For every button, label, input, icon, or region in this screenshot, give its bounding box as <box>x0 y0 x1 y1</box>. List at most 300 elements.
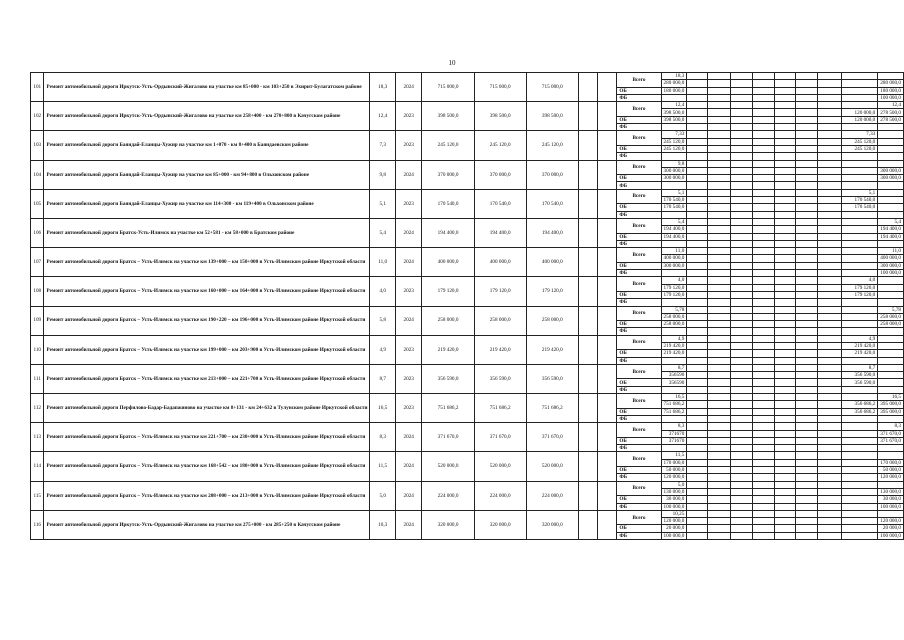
value-cell <box>817 350 841 357</box>
funding-source-label: ФБ <box>617 445 661 452</box>
value-cell <box>708 218 731 225</box>
value-cell <box>841 415 877 422</box>
value-cell <box>841 313 877 320</box>
value-cell <box>878 145 904 152</box>
value-cell <box>730 197 752 204</box>
value-cell <box>730 430 752 437</box>
value-cell: 120 000,0 <box>661 518 687 525</box>
value-cell <box>817 299 841 306</box>
value-cell <box>708 240 731 247</box>
row-number: 109 <box>31 306 44 335</box>
value-cell <box>775 481 796 488</box>
value-cell: 11,5 <box>661 452 687 459</box>
value-cell <box>661 153 687 160</box>
table-row <box>31 452 904 459</box>
object-name: Ремонт автомобильной дороги Братск – Усть-Илимск на участке км 208+000 – км 213+000 в Усть-Илимском районе Иркутской области <box>44 481 370 510</box>
value-cell <box>775 321 796 328</box>
value-cell <box>708 291 731 298</box>
value-cell <box>687 496 708 503</box>
empty-cell <box>578 335 597 364</box>
value-cell <box>796 532 818 539</box>
completion-year: 2024 <box>395 73 422 102</box>
total-funding: 245 120,0 <box>474 131 526 160</box>
funding-source-label: ФБ <box>617 532 661 539</box>
estimated-cost: 751 686,2 <box>422 394 474 423</box>
estimated-cost: 170 540,0 <box>422 189 474 218</box>
value-cell <box>878 182 904 189</box>
value-cell <box>687 386 708 393</box>
value-cell: 400 000,0 <box>661 255 687 262</box>
value-cell <box>753 452 775 459</box>
remaining-cost: 715 000,0 <box>526 73 578 102</box>
total-funding: 400 000,0 <box>474 248 526 277</box>
value-cell <box>796 189 818 196</box>
value-cell <box>730 503 752 510</box>
table-body <box>31 73 904 540</box>
value-cell <box>661 328 687 335</box>
value-cell: 8,3 <box>661 423 687 430</box>
funding-source-label: ФБ <box>617 357 661 364</box>
value-cell <box>708 379 731 386</box>
funding-source-label: ФБ <box>617 211 661 218</box>
value-cell <box>661 182 687 189</box>
value-cell <box>796 197 818 204</box>
value-cell <box>796 496 818 503</box>
value-cell <box>661 211 687 218</box>
value-cell <box>796 386 818 393</box>
value-cell <box>817 262 841 269</box>
value-cell <box>841 459 877 466</box>
value-cell <box>796 124 818 131</box>
value-cell <box>687 423 708 430</box>
value-cell <box>687 357 708 364</box>
funding-source-label: Всего <box>617 277 661 292</box>
funding-source-label: Всего <box>617 306 661 321</box>
table-row <box>31 510 904 517</box>
value-cell <box>878 350 904 357</box>
value-cell <box>730 211 752 218</box>
row-number: 115 <box>31 481 44 510</box>
value-cell <box>708 437 731 444</box>
empty-cell <box>578 423 597 452</box>
total-funding: 320 000,0 <box>474 510 526 539</box>
value-cell <box>841 218 877 225</box>
value-cell <box>753 73 775 80</box>
value-cell <box>775 364 796 371</box>
value-cell: 130 000,0 <box>878 488 904 495</box>
value-cell <box>878 131 904 138</box>
total-funding: 371 670,0 <box>474 423 526 452</box>
value-cell <box>775 116 796 123</box>
value-cell <box>753 233 775 240</box>
value-cell <box>775 386 796 393</box>
value-cell <box>753 160 775 167</box>
value-cell <box>708 277 731 284</box>
value-cell <box>730 291 752 298</box>
value-cell <box>687 116 708 123</box>
value-cell <box>708 423 731 430</box>
value-cell <box>775 255 796 262</box>
value-cell <box>687 459 708 466</box>
value-cell <box>817 321 841 328</box>
remaining-cost: 245 120,0 <box>526 131 578 160</box>
value-cell: 751 686,2 <box>661 401 687 408</box>
value-cell <box>687 313 708 320</box>
value-cell <box>817 240 841 247</box>
value-cell <box>817 87 841 94</box>
funding-source-label: Всего <box>617 394 661 409</box>
value-cell <box>730 306 752 313</box>
funding-source-label: Всего <box>617 423 661 438</box>
value-cell <box>730 408 752 415</box>
completion-year: 2024 <box>395 452 422 481</box>
value-cell <box>753 248 775 255</box>
funding-source-label: ОБ <box>617 175 661 182</box>
value-cell <box>687 510 708 517</box>
empty-cell <box>598 394 617 423</box>
length-km: 16,5 <box>370 394 395 423</box>
row-number: 108 <box>31 277 44 306</box>
value-cell: 5,78 <box>661 306 687 313</box>
value-cell: 371 670,0 <box>878 430 904 437</box>
value-cell <box>841 270 877 277</box>
value-cell: 170 540,0 <box>661 204 687 211</box>
value-cell <box>687 503 708 510</box>
value-cell <box>687 335 708 342</box>
value-cell <box>708 255 731 262</box>
value-cell <box>753 525 775 532</box>
value-cell: 194 400,0 <box>661 233 687 240</box>
value-cell <box>753 415 775 422</box>
value-cell <box>796 73 818 80</box>
value-cell <box>817 233 841 240</box>
value-cell <box>817 211 841 218</box>
value-cell <box>687 197 708 204</box>
value-cell <box>730 350 752 357</box>
value-cell <box>708 474 731 481</box>
value-cell <box>687 532 708 539</box>
value-cell <box>841 474 877 481</box>
value-cell <box>730 124 752 131</box>
funding-source-label: ОБ <box>617 437 661 444</box>
value-cell <box>796 394 818 401</box>
empty-cell <box>578 452 597 481</box>
value-cell <box>753 503 775 510</box>
completion-year: 2024 <box>395 423 422 452</box>
funding-source-label: ФБ <box>617 240 661 247</box>
value-cell <box>730 175 752 182</box>
value-cell <box>775 233 796 240</box>
value-cell <box>775 342 796 349</box>
length-km: 5,8 <box>370 306 395 335</box>
value-cell: 179 120,0 <box>841 291 877 298</box>
value-cell <box>730 189 752 196</box>
value-cell <box>687 481 708 488</box>
value-cell <box>817 379 841 386</box>
value-cell <box>841 386 877 393</box>
estimated-cost: 179 120,0 <box>422 277 474 306</box>
value-cell <box>775 73 796 80</box>
value-cell <box>687 189 708 196</box>
table-row <box>31 481 904 488</box>
value-cell <box>708 262 731 269</box>
value-cell <box>753 488 775 495</box>
remaining-cost: 370 000,0 <box>526 160 578 189</box>
value-cell <box>687 262 708 269</box>
value-cell <box>753 357 775 364</box>
funding-source-label: Всего <box>617 248 661 263</box>
value-cell <box>841 488 877 495</box>
value-cell <box>687 240 708 247</box>
completion-year: 2023 <box>395 102 422 131</box>
remaining-cost: 371 670,0 <box>526 423 578 452</box>
value-cell <box>775 474 796 481</box>
value-cell <box>796 503 818 510</box>
value-cell <box>708 394 731 401</box>
value-cell <box>775 197 796 204</box>
value-cell <box>817 328 841 335</box>
value-cell <box>730 372 752 379</box>
value-cell <box>796 87 818 94</box>
value-cell: 245 120,0 <box>841 138 877 145</box>
empty-cell <box>598 306 617 335</box>
value-cell <box>775 306 796 313</box>
value-cell <box>661 240 687 247</box>
value-cell <box>796 175 818 182</box>
value-cell <box>775 532 796 539</box>
value-cell <box>753 423 775 430</box>
value-cell <box>730 218 752 225</box>
value-cell <box>708 386 731 393</box>
length-km: 12,4 <box>370 102 395 131</box>
value-cell <box>841 262 877 269</box>
value-cell <box>687 167 708 174</box>
value-cell <box>753 197 775 204</box>
value-cell <box>708 87 731 94</box>
value-cell <box>687 226 708 233</box>
value-cell <box>878 379 904 386</box>
empty-cell <box>598 510 617 539</box>
empty-cell <box>598 131 617 160</box>
value-cell <box>775 430 796 437</box>
value-cell <box>708 94 731 101</box>
total-funding: 219 420,0 <box>474 335 526 364</box>
value-cell: 400 000,0 <box>878 255 904 262</box>
value-cell <box>730 73 752 80</box>
estimated-cost: 224 000,0 <box>422 481 474 510</box>
completion-year: 2023 <box>395 189 422 218</box>
value-cell <box>753 372 775 379</box>
empty-cell <box>578 481 597 510</box>
value-cell <box>687 270 708 277</box>
value-cell <box>817 94 841 101</box>
value-cell <box>796 240 818 247</box>
value-cell <box>730 160 752 167</box>
value-cell <box>841 510 877 517</box>
value-cell <box>687 321 708 328</box>
value-cell <box>730 116 752 123</box>
value-cell: 219 420,0 <box>661 350 687 357</box>
completion-year: 2023 <box>395 131 422 160</box>
empty-cell <box>578 218 597 247</box>
value-cell <box>841 430 877 437</box>
value-cell <box>841 321 877 328</box>
value-cell <box>708 372 731 379</box>
funding-source-label: ОБ <box>617 87 661 94</box>
value-cell <box>775 394 796 401</box>
value-cell <box>687 372 708 379</box>
value-cell <box>730 94 752 101</box>
value-cell <box>753 459 775 466</box>
value-cell <box>708 467 731 474</box>
row-number: 101 <box>31 73 44 102</box>
value-cell <box>753 401 775 408</box>
value-cell <box>817 445 841 452</box>
estimated-cost: 194 400,0 <box>422 218 474 247</box>
length-km: 4,0 <box>370 277 395 306</box>
row-number: 116 <box>31 510 44 539</box>
value-cell <box>708 459 731 466</box>
value-cell <box>775 270 796 277</box>
value-cell <box>817 372 841 379</box>
value-cell <box>817 401 841 408</box>
value-cell <box>730 452 752 459</box>
value-cell <box>817 503 841 510</box>
value-cell <box>878 240 904 247</box>
value-cell <box>730 386 752 393</box>
value-cell <box>730 445 752 452</box>
total-funding: 520 000,0 <box>474 452 526 481</box>
table-row <box>31 160 904 167</box>
completion-year: 2024 <box>395 481 422 510</box>
empty-cell <box>598 248 617 277</box>
value-cell: 5,1 <box>841 189 877 196</box>
value-cell <box>753 270 775 277</box>
funding-source-label: Всего <box>617 160 661 175</box>
value-cell <box>775 240 796 247</box>
value-cell <box>708 328 731 335</box>
value-cell <box>796 342 818 349</box>
funding-source-label: ОБ <box>617 408 661 415</box>
value-cell <box>878 277 904 284</box>
value-cell <box>796 459 818 466</box>
value-cell <box>687 291 708 298</box>
value-cell <box>753 510 775 517</box>
value-cell <box>687 445 708 452</box>
value-cell: 356 590,0 <box>841 379 877 386</box>
funding-source-label: Всего <box>617 364 661 379</box>
value-cell: 5,78 <box>878 306 904 313</box>
value-cell <box>775 277 796 284</box>
value-cell <box>878 124 904 131</box>
value-cell: 120 000,0 <box>841 109 877 116</box>
value-cell <box>796 335 818 342</box>
value-cell <box>708 357 731 364</box>
value-cell: 170 540,0 <box>661 197 687 204</box>
value-cell: 16,5 <box>878 394 904 401</box>
value-cell <box>730 342 752 349</box>
value-cell <box>841 306 877 313</box>
value-cell: 170 540,0 <box>841 197 877 204</box>
value-cell: 20 000,0 <box>661 525 687 532</box>
table-row <box>31 189 904 196</box>
value-cell <box>753 145 775 152</box>
value-cell <box>753 240 775 247</box>
row-number: 111 <box>31 364 44 393</box>
value-cell: 120 000,0 <box>878 518 904 525</box>
value-cell <box>878 291 904 298</box>
value-cell: 258 000,0 <box>661 313 687 320</box>
funding-source-label: ФБ <box>617 153 661 160</box>
funding-source-label: ОБ <box>617 145 661 152</box>
value-cell <box>730 328 752 335</box>
value-cell <box>817 408 841 415</box>
value-cell <box>775 372 796 379</box>
value-cell <box>730 87 752 94</box>
value-cell <box>687 73 708 80</box>
value-cell: 8,7 <box>841 364 877 371</box>
value-cell <box>796 364 818 371</box>
value-cell <box>796 518 818 525</box>
remaining-cost: 356 590,0 <box>526 364 578 393</box>
value-cell <box>730 474 752 481</box>
value-cell <box>775 452 796 459</box>
value-cell <box>753 481 775 488</box>
value-cell <box>817 532 841 539</box>
value-cell <box>775 299 796 306</box>
object-name: Ремонт автомобильной дороги Перфилово-Бадар-Бадапжиново на участке км 8+131 - км 24+632 в Тулунском районе Иркутской области <box>44 394 370 423</box>
value-cell <box>708 350 731 357</box>
value-cell <box>878 372 904 379</box>
value-cell <box>796 452 818 459</box>
value-cell <box>753 328 775 335</box>
value-cell: 179 120,0 <box>661 291 687 298</box>
value-cell <box>796 467 818 474</box>
value-cell <box>878 160 904 167</box>
value-cell <box>708 510 731 517</box>
value-cell <box>708 73 731 80</box>
value-cell <box>730 364 752 371</box>
value-cell: 5,4 <box>878 218 904 225</box>
value-cell <box>687 131 708 138</box>
funding-source-label: ОБ <box>617 204 661 211</box>
value-cell <box>753 335 775 342</box>
value-cell: 4,9 <box>841 335 877 342</box>
value-cell <box>775 211 796 218</box>
object-name: Ремонт автомобильной дороги Иркутск-Усть-Ордынский-Жигалово на участке км 85+000 - км 103+250 в Эхирит-Булагатском районе <box>44 73 370 102</box>
table-row <box>31 364 904 371</box>
value-cell <box>817 386 841 393</box>
value-cell <box>817 189 841 196</box>
value-cell: 170 000,0 <box>661 459 687 466</box>
table-row <box>31 335 904 342</box>
object-name: Ремонт автомобильной дороги Баяндай-Еланцы-Хужир на участке км 1+070 - км 8+400 в Баяндаевском районе <box>44 131 370 160</box>
value-cell <box>708 80 731 87</box>
value-cell <box>796 248 818 255</box>
table-row <box>31 131 904 138</box>
length-km: 9,8 <box>370 160 395 189</box>
funding-source-label: Всего <box>617 452 661 467</box>
empty-cell <box>598 160 617 189</box>
remaining-cost: 194 400,0 <box>526 218 578 247</box>
value-cell <box>708 160 731 167</box>
value-cell <box>817 284 841 291</box>
value-cell <box>775 226 796 233</box>
estimated-cost: 245 120,0 <box>422 131 474 160</box>
value-cell <box>687 328 708 335</box>
total-funding: 194 400,0 <box>474 218 526 247</box>
row-number: 110 <box>31 335 44 364</box>
